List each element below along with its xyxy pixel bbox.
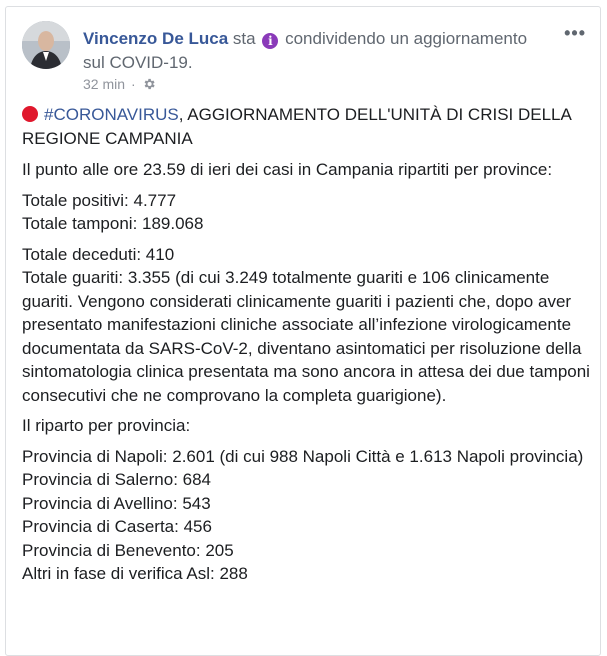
more-options-button[interactable]: ••• — [564, 23, 586, 43]
post-meta — [83, 76, 156, 92]
post-card — [5, 6, 601, 656]
list-item: Provincia di Salerno: 684 — [22, 470, 212, 489]
list-item: Provincia di Benevento: 205 — [22, 540, 234, 560]
hashtag-link[interactable]: #CORONAVIRUS — [44, 105, 179, 124]
list-item: Provincia di Avellino: 543 — [22, 493, 211, 513]
list-item: Provincia di Caserta: 456 — [22, 517, 212, 536]
dot-separator: · — [131, 76, 136, 92]
post-header — [83, 27, 543, 75]
avatar[interactable] — [22, 21, 70, 69]
title-text: , AGGIORNAMENTO DELL'UNITÀ DI CRISI DELLA REGIONE CAMPANIA — [22, 105, 571, 148]
profile-photo-icon — [22, 21, 70, 69]
timestamp[interactable]: 32 min — [83, 76, 126, 92]
list-item: Altri in fase di verifica Asl: 288 — [22, 564, 248, 583]
red-circle-icon — [22, 106, 38, 122]
verb-text: sta — [232, 29, 256, 48]
totale-tamponi: Totale tamponi: 189.068 — [22, 214, 204, 233]
intro-text: Il punto alle ore 23.59 di ieri dei casi in Campania ripartiti per province: — [22, 160, 553, 179]
totale-guariti: Totale guariti: 3.355 (di cui 3.249 totalmente guariti e 106 clinicamente guariti. Vengono considerati clinicamente guariti i pazienti che, dopo aver presentato manifestazioni cliniche associate all’infezione virologicamente documentata da SARS-CoV-2, diventano asintomatici per risoluzione della sintomatologia clinica presentata ma sono ancora in attesa dei due tamponi consecutivi che ne comprovano la completa guarigione). — [22, 268, 590, 405]
activity-text: condividendo un aggiornamento sul COVID-19. — [83, 29, 528, 72]
author-name[interactable]: Vincenzo De Luca — [83, 29, 229, 48]
riparto-intro: Il riparto per provincia: — [22, 416, 191, 435]
totale-deceduti: Totale deceduti: 410 — [22, 244, 175, 264]
post-body — [22, 103, 592, 586]
info-icon: i — [262, 33, 278, 49]
list-item: Provincia di Napoli: 2.601 (di cui 988 Napoli Città e 1.613 Napoli provincia) — [22, 446, 584, 466]
gear-icon[interactable] — [142, 77, 156, 91]
post-title — [22, 103, 592, 150]
totale-positivi: Totale positivi: 4.777 — [22, 190, 177, 210]
